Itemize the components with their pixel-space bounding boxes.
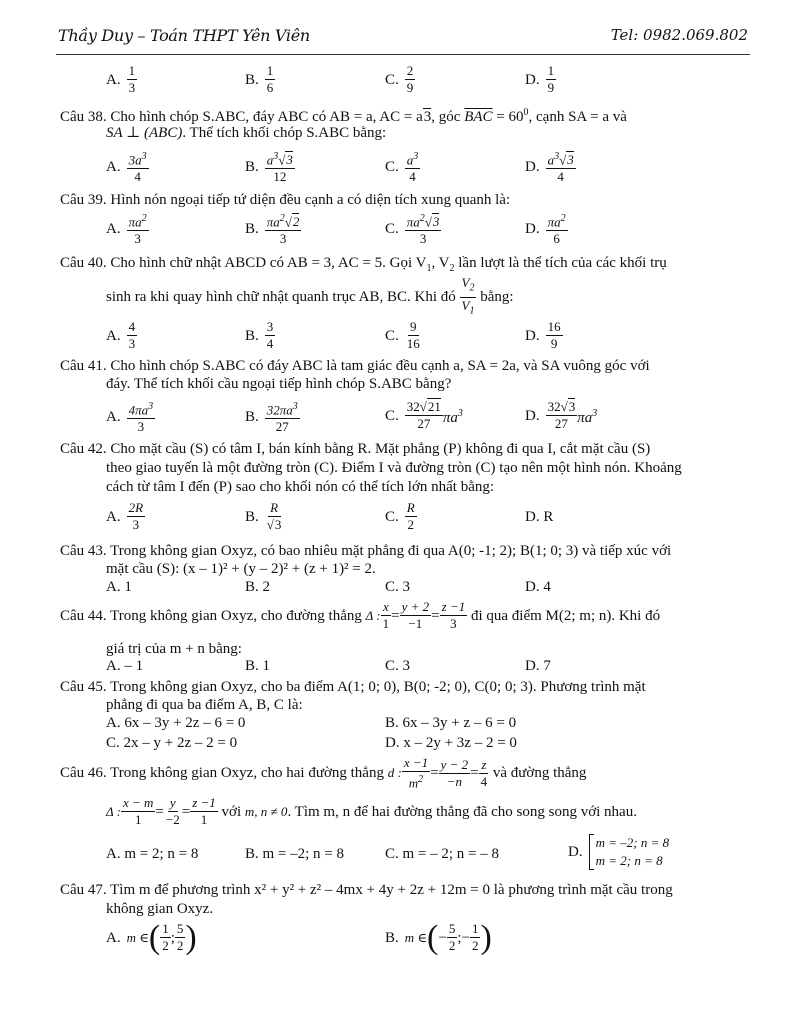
option-b: B. 3 4 bbox=[245, 319, 274, 351]
option-d: D. 32√3 27 $\pi a^3$ bbox=[525, 399, 598, 431]
option-a: A. 2R 3 bbox=[106, 500, 144, 532]
option-a: A. m ∈ ( 1 2 ; 5 2 ) bbox=[106, 918, 197, 956]
question-46-text: Câu 46. Trong không gian Oxyz, cho hai đường thẳng d : x −1 $m^2$ = y − 2 −n = z 4 và đường thẳng bbox=[60, 755, 587, 791]
option-c: C. $a^3$ 4 bbox=[385, 151, 419, 185]
question-43-text: Câu 43. Trong không gian Oxyz, có bao nhiêu mặt phẳng đi qua A(0; -1; 2); B(1; 0; 3) và tiếp xúc với bbox=[60, 543, 672, 559]
question-41-text: Câu 41. Cho hình chóp S.ABC có đáy ABC là tam giác đều cạnh a, SA = 2a, và SA vuông góc với bbox=[60, 358, 650, 374]
option-a: A. 6x – 3y + 2z – 6 = 0 bbox=[106, 715, 246, 731]
option-d: D. m = –2; n = 8 m = 2; n = 8 bbox=[568, 835, 670, 868]
question-47-text: Câu 47. Tìm m để phương trình x² + y² + z² – 4mx + 4y + 2z + 12m = 0 là phương trình mặt cầu trong bbox=[60, 882, 673, 898]
option-a: A. $4\pi a^3$ 3 bbox=[106, 401, 154, 435]
option-b: B. $a^3√3$ 12 bbox=[245, 151, 293, 185]
option-d: D. 7 bbox=[525, 658, 551, 674]
option-c: C. R 2 bbox=[385, 500, 415, 532]
option-c: C. m = – 2; n = – 8 bbox=[385, 846, 500, 862]
option-d: D. 4 bbox=[525, 579, 551, 595]
question-42-text: Câu 42. Cho mặt cầu (S) có tâm I, bán kính bằng R. Mặt phẳng (P) không đi qua I, cắt mặt cầu (S) bbox=[60, 441, 651, 457]
header-divider bbox=[56, 54, 750, 55]
question-38-text: Câu 38. Cho hình chóp S.ABC, đáy ABC có AB = a, AC = a3, góc $\overline{BAC} = 60^0$, cạnh SA = a và bbox=[60, 107, 627, 125]
option-a: A. – 1 bbox=[106, 658, 144, 674]
option-b: B. 1 6 bbox=[245, 63, 274, 95]
option-c: C. $\pi a^2√3$ 3 bbox=[385, 213, 440, 247]
option-a: A. 1 bbox=[106, 579, 132, 595]
option-a: A. 1 3 bbox=[106, 63, 136, 95]
option-d: D. $a^3√3$ 4 bbox=[525, 151, 574, 185]
option-c: C. 32√21 27 $\pi a^3$ bbox=[385, 399, 463, 431]
option-a: A. $\pi a^2$ 3 bbox=[106, 213, 147, 247]
option-b: B. 1 bbox=[245, 658, 271, 674]
option-b: B. m = –2; n = 8 bbox=[245, 846, 345, 862]
question-44-text: Câu 44. Trong không gian Oxyz, cho đường thẳng Δ : x 1 = y + 2 −1 = z −1 3 đi qua điểm M(2; m; n). Khi đó bbox=[60, 599, 661, 631]
option-c: C. 3 bbox=[385, 658, 411, 674]
option-a: A. m = 2; n = 8 bbox=[106, 846, 199, 862]
option-d: D. 16 9 bbox=[525, 319, 561, 351]
header-author: Thầy Duy – Toán THPT Yên Viên bbox=[58, 26, 310, 45]
question-39-text: Câu 39. Hình nón ngoại tiếp tứ diện đều cạnh a có diện tích xung quanh là: bbox=[60, 192, 511, 208]
option-d: D. R bbox=[525, 509, 554, 525]
header-phone: Tel: 0982.069.802 bbox=[610, 26, 748, 44]
option-a: A. 4 3 bbox=[106, 319, 136, 351]
option-d: D. 1 9 bbox=[525, 63, 555, 95]
option-b: B. 6x – 3y + z – 6 = 0 bbox=[385, 715, 517, 731]
option-b: B. $\pi a^2√2$ 3 bbox=[245, 213, 300, 247]
question-40-text: Câu 40. Cho hình chữ nhật ABCD có AB = 3, AC = 5. Gọi $V_1$, $V_2$ lần lượt là thể tích của các khối trụ bbox=[60, 255, 667, 274]
option-a: A. $3a^3$ 4 bbox=[106, 151, 147, 185]
question-45-text: Câu 45. Trong không gian Oxyz, cho ba điểm A(1; 0; 0), B(0; -2; 0), C(0; 0; 3). Phương trình mặt bbox=[60, 679, 646, 695]
option-b: B. 2 bbox=[245, 579, 271, 595]
option-c: C. 3 bbox=[385, 579, 411, 595]
option-c: C. 9 16 bbox=[385, 319, 420, 351]
option-c: C. 2 9 bbox=[385, 63, 414, 95]
option-b: B. R √3 bbox=[245, 500, 282, 532]
option-b: B. $32\pi a^3$ 27 bbox=[245, 401, 298, 435]
option-d: D. $\pi a^2$ 6 bbox=[525, 213, 566, 247]
option-c: C. 2x – y + 2z – 2 = 0 bbox=[106, 735, 238, 751]
option-d: D. x – 2y + 3z – 2 = 0 bbox=[385, 735, 517, 751]
option-b: B. m ∈ ( − 5 2 ;− 1 2 ) bbox=[385, 918, 492, 956]
